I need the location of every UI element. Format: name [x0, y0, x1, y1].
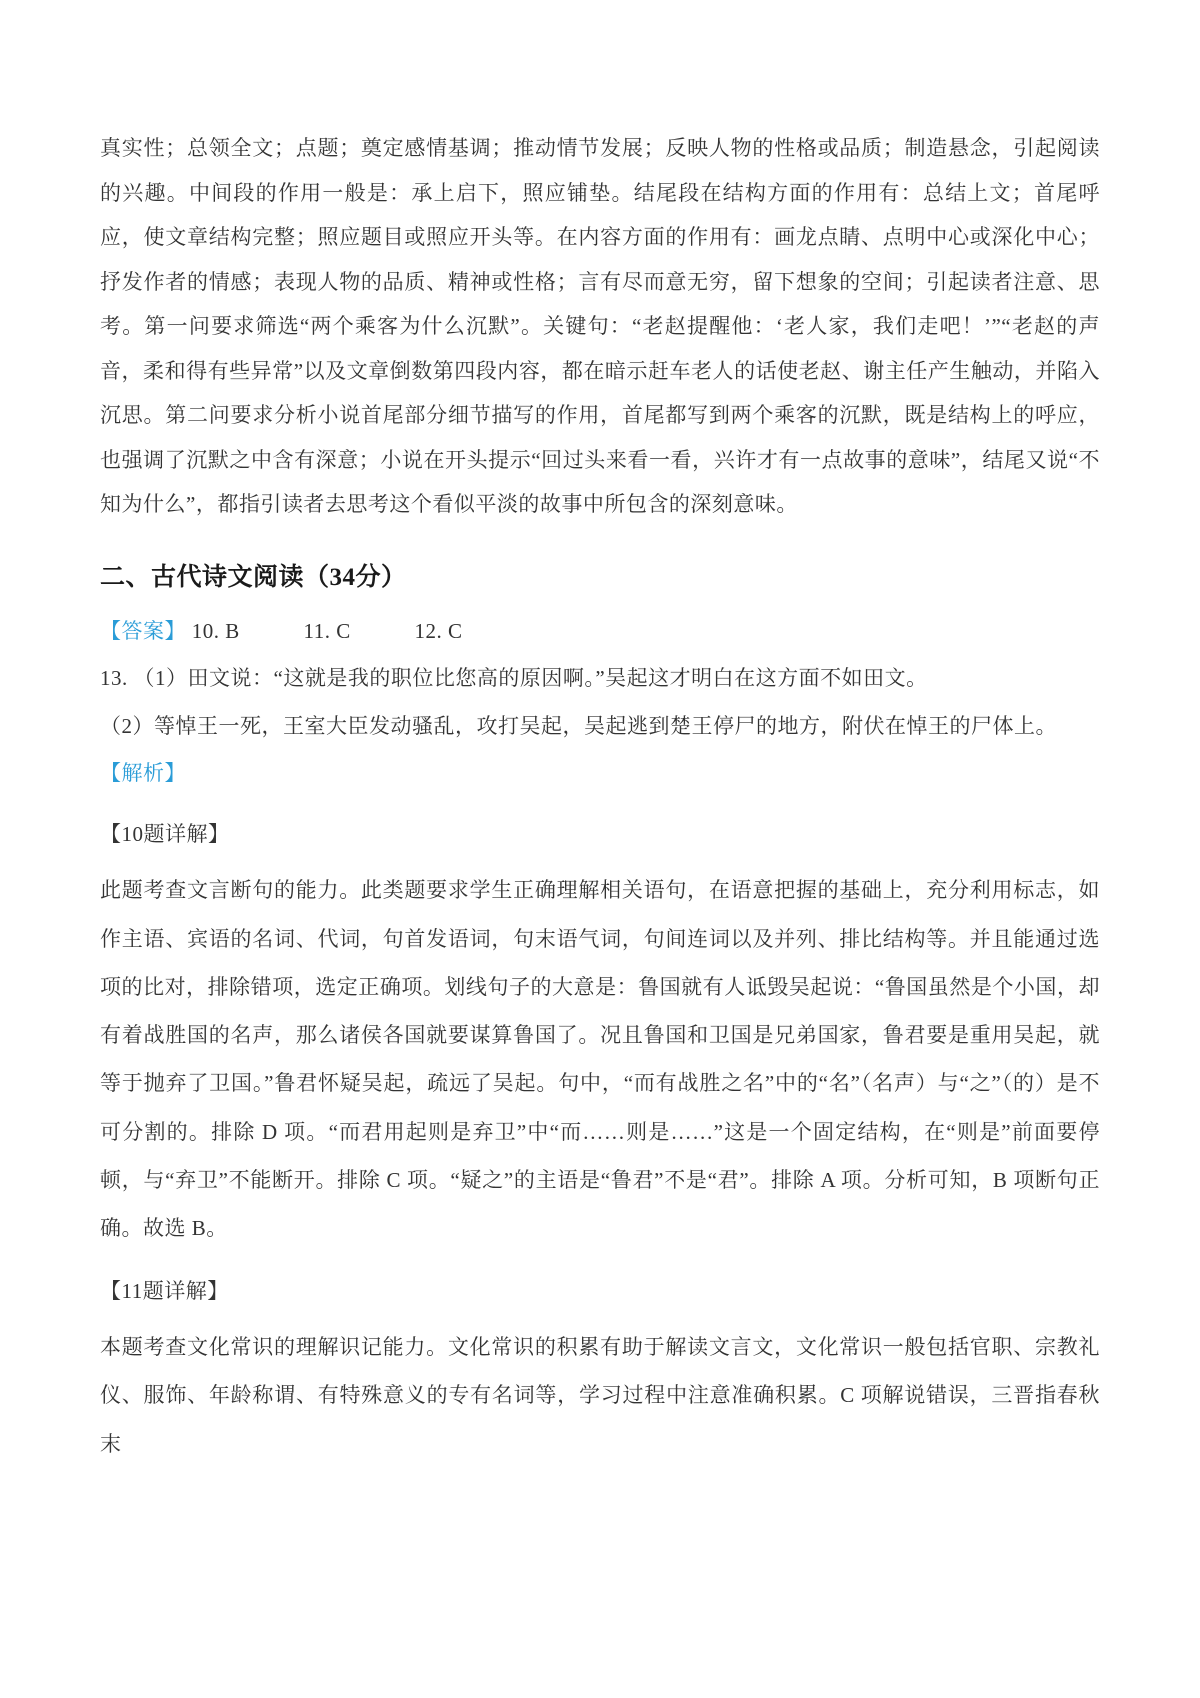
q13-answer-part2: （2）等悼王一死，王室大臣发动骚乱，攻打吴起，吴起逃到楚王停尸的地方，附伏在悼王的尸体上。	[100, 713, 1057, 738]
q13-answer-part1: 13. （1）田文说：“这就是我的职位比您高的原因啊。”吴起这才明白在这方面不如田文。	[100, 666, 928, 691]
answer-label: 【答案】	[100, 618, 186, 643]
detail11-text: 本题考查文化常识的理解识记能力。文化常识的积累有助于解读文言文，文化常识一般包括官职、宗教礼仪、服饰、年龄称谓、有特殊意义的专有名词等，学习过程中注意准确积累。C 项解说错误，三晋指春秋末	[100, 1335, 1100, 1456]
answer-item-q11: 11. C	[303, 618, 351, 643]
analysis-label: 【解析】	[100, 761, 186, 786]
section-heading: 二、古代诗文阅读（34分）	[100, 563, 407, 591]
detail10-text: 此题考查文言断句的能力。此类题要求学生正确理解相关语句，在语意把握的基础上，充分利用标志，如作主语、宾语的名词、代词，句首发语词，句末语气词，句间连词以及并列、排比结构等。并且能通过选项的比对，排除错项，选定正确项。划线句子的大意是：鲁国就有人诋毁吴起说：“鲁国虽然是个小国，却有着战胜国的名声，那么诸侯各国就要谋算鲁国了。况且鲁国和卫国是兄弟国家，鲁君要是重用吴起，就等于抛弃了卫国。”鲁君怀疑吴起，疏远了吴起。句中，“而有战胜之名”中的“名”（名声）与“之”（的）是不可分割的。排除 D 项。“而君用起则是弃卫”中“而……则是……”这是一个固定结构，在“则是”前面要停顿，与“弃卫”不能断开。排除 C 项。“疑之”的主语是“鲁君”不是“君”。排除 A 项。分析可知，B 项断句正确。故选 B。	[100, 878, 1100, 1241]
answer-item-q12: 12. C	[414, 618, 463, 643]
answer-line	[100, 609, 1100, 654]
intro-paragraph: 真实性；总领全文；点题；奠定感情基调；推动情节发展；反映人物的性格或品质；制造悬念，引起阅读的兴趣。中间段的作用一般是：承上启下，照应铺垫。结尾段在结构方面的作用有：总结上文；首尾呼应，使文章结构完整；照应题目或照应开头等。在内容方面的作用有：画龙点睛、点明中心或深化中心；抒发作者的情感；表现人物的品质、精神或性格；言有尽而意无穷，留下想象的空间；引起读者注意、思考。第一问要求筛选“两个乘客为什么沉默”。关键句：“老赵提醒他：‘老人家，我们走吧！’”“老赵的声音，柔和得有些异常”以及文章倒数第四段内容，都在暗示赶车老人的话使老赵、谢主任产生触动，并陷入沉思。第二问要求分析小说首尾部分细节描写的作用，首尾都写到两个乘客的沉默，既是结构上的呼应，也强调了沉默之中含有深意；小说在开头提示“回过头来看一看，兴许才有一点故事的意味”，结尾又说“不知为什么”，都指引读者去思考这个看似平淡的故事中所包含的深刻意味。	[100, 136, 1100, 517]
detail10-heading: 【10题详解】	[100, 821, 230, 846]
detail11-heading: 【11题详解】	[100, 1278, 229, 1303]
answer-item-q10: 10. B	[191, 618, 240, 643]
